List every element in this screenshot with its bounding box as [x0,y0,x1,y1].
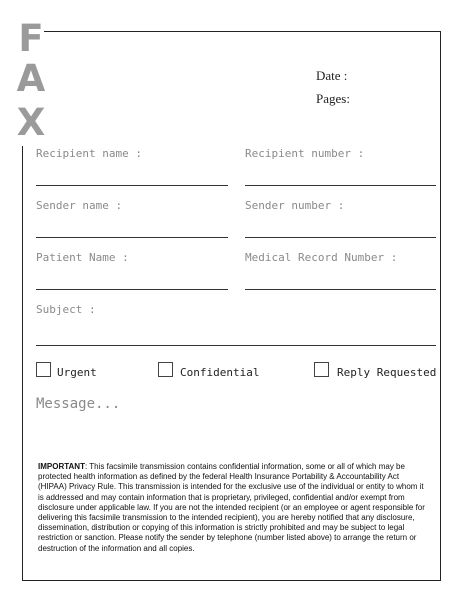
frame-left-border [22,146,23,581]
recipient-number-field[interactable] [245,185,436,186]
sender-name-label: Sender name : [36,199,123,212]
frame-bottom-border [22,580,441,581]
recipient-name-field[interactable] [36,185,228,186]
confidentiality-notice [38,462,428,554]
reply-requested-label: Reply Requested [337,366,437,379]
recipient-number-label: Recipient number : [245,147,365,160]
sender-number-label: Sender number : [245,199,345,212]
frame-top-border [44,31,441,32]
patient-name-field[interactable] [36,289,228,290]
reply-requested-checkbox[interactable] [314,362,329,377]
medical-record-number-field[interactable] [245,289,436,290]
urgent-label: Urgent [57,366,97,379]
notice-heading: IMPORTANT [38,462,85,471]
notice-body: : This facsimile transmission contains confidential information, some or all of which may be protected health information as defined by the federal Health Insurance Portability & Accountability Act (HIPAA) Privacy Rule. This transmission is intended for the exclusive use of the individual or entity to whom it is addressed and may contain information that is proprietary, privileged, confidential and/or exempt from disclosure under applicable law. If you are not the intended recipient (or an employee or agent responsible for delivering this facsimile transmission to the intended recipient), you are hereby notified that any disclosure, dissemination, distribution or copying of this information is strictly prohibited and may be subject to legal restriction or sanction. Please notify the sender by telephone (number listed above) to arrange the return or destruction of the information and all copies. [38,462,425,553]
recipient-name-label: Recipient name : [36,147,142,160]
medical-record-number-label: Medical Record Number : [245,251,398,264]
confidential-label: Confidential [180,366,260,379]
subject-label: Subject : [36,303,96,316]
patient-name-label: Patient Name : [36,251,129,264]
urgent-checkbox[interactable] [36,362,51,377]
date-label: Date : [316,68,348,83]
pages-label: Pages: [316,91,350,106]
fax-title-letter-f: F [18,17,44,60]
confidential-checkbox[interactable] [158,362,173,377]
subject-field[interactable] [36,345,436,346]
message-field[interactable]: Message... [36,396,121,412]
fax-title-letter-x: X [16,101,46,144]
sender-number-field[interactable] [245,237,436,238]
frame-right-border [440,31,441,580]
fax-title-letter-a: A [16,57,46,100]
sender-name-field[interactable] [36,237,228,238]
